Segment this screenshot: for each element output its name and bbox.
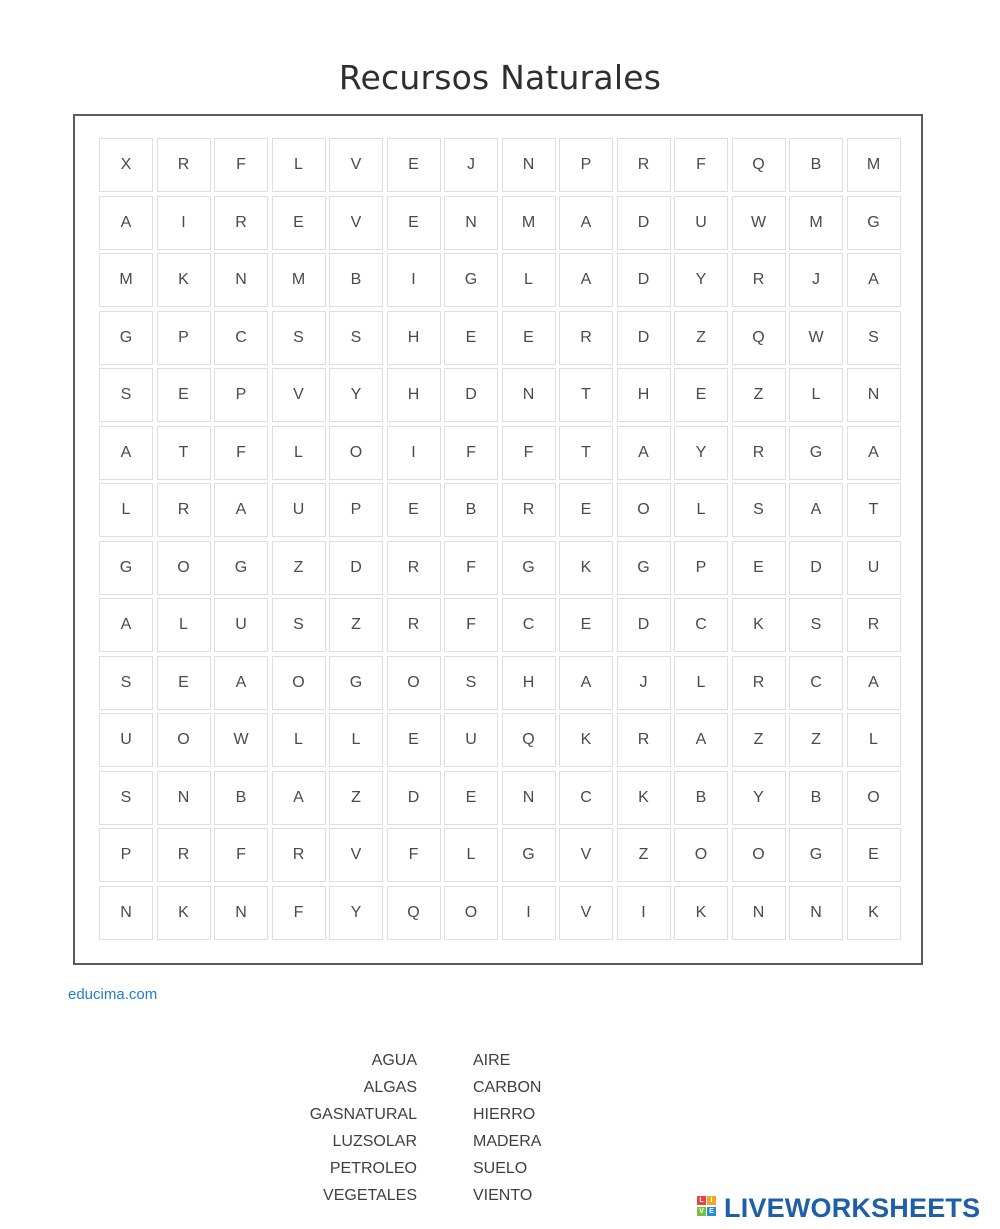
grid-cell[interactable]: S <box>99 368 153 422</box>
grid-cell[interactable]: R <box>272 828 326 882</box>
grid-cell[interactable]: E <box>387 138 441 192</box>
grid-cell[interactable]: R <box>157 483 211 537</box>
grid-cell[interactable]: D <box>789 541 843 595</box>
grid-cell[interactable]: T <box>157 426 211 480</box>
brand-mark-letter: I <box>707 1196 716 1205</box>
grid-cell[interactable]: D <box>617 253 671 307</box>
grid-cell[interactable]: C <box>789 656 843 710</box>
word-list-left <box>250 1047 417 1209</box>
grid-cell[interactable]: F <box>214 138 268 192</box>
grid-cell[interactable]: T <box>559 426 613 480</box>
grid-cell[interactable]: D <box>617 311 671 365</box>
grid-cell[interactable]: N <box>502 368 556 422</box>
grid-cell[interactable]: Z <box>272 541 326 595</box>
grid-cell[interactable]: L <box>99 483 153 537</box>
grid-cell[interactable]: E <box>157 656 211 710</box>
grid-cell[interactable]: A <box>559 253 613 307</box>
grid-cell[interactable]: B <box>789 771 843 825</box>
grid-cell[interactable]: D <box>617 598 671 652</box>
grid-cell[interactable]: I <box>157 196 211 250</box>
grid-cell[interactable]: Y <box>674 253 728 307</box>
grid-cell[interactable]: E <box>387 483 441 537</box>
letter-grid[interactable] <box>99 138 901 940</box>
grid-cell[interactable]: T <box>559 368 613 422</box>
grid-cell[interactable]: N <box>847 368 901 422</box>
puzzle-frame <box>73 114 923 965</box>
word-item: VEGETALES <box>323 1187 417 1204</box>
grid-cell[interactable]: D <box>444 368 498 422</box>
grid-cell[interactable]: M <box>502 196 556 250</box>
grid-cell[interactable]: Y <box>329 886 383 940</box>
grid-cell[interactable]: R <box>559 311 613 365</box>
word-list-right <box>473 1047 673 1209</box>
grid-cell[interactable]: R <box>732 426 786 480</box>
grid-cell[interactable]: C <box>502 598 556 652</box>
grid-cell[interactable]: G <box>789 426 843 480</box>
grid-cell[interactable]: N <box>157 771 211 825</box>
grid-cell[interactable]: B <box>329 253 383 307</box>
grid-cell[interactable]: R <box>387 598 441 652</box>
grid-cell[interactable]: G <box>329 656 383 710</box>
grid-cell[interactable]: O <box>157 541 211 595</box>
grid-cell[interactable]: K <box>157 886 211 940</box>
grid-cell[interactable]: G <box>502 828 556 882</box>
grid-cell[interactable]: G <box>502 541 556 595</box>
grid-cell[interactable]: R <box>732 656 786 710</box>
grid-cell[interactable]: A <box>847 656 901 710</box>
grid-cell[interactable]: Z <box>732 713 786 767</box>
grid-cell[interactable]: S <box>99 656 153 710</box>
grid-cell[interactable]: F <box>444 426 498 480</box>
word-item: MADERA <box>473 1133 542 1150</box>
grid-cell[interactable]: G <box>99 541 153 595</box>
grid-cell[interactable]: I <box>502 886 556 940</box>
grid-cell[interactable]: Y <box>674 426 728 480</box>
grid-cell[interactable]: U <box>99 713 153 767</box>
grid-cell[interactable]: R <box>387 541 441 595</box>
grid-cell[interactable]: A <box>99 598 153 652</box>
grid-cell[interactable]: R <box>847 598 901 652</box>
grid-cell[interactable]: A <box>214 483 268 537</box>
grid-cell[interactable]: L <box>329 713 383 767</box>
grid-cell[interactable]: Q <box>387 886 441 940</box>
grid-cell[interactable]: V <box>329 828 383 882</box>
grid-cell[interactable]: J <box>444 138 498 192</box>
grid-cell[interactable]: U <box>674 196 728 250</box>
word-item: ALGAS <box>363 1079 417 1096</box>
grid-cell[interactable]: Z <box>329 771 383 825</box>
grid-cell[interactable]: M <box>99 253 153 307</box>
grid-cell[interactable]: R <box>732 253 786 307</box>
grid-cell[interactable]: B <box>214 771 268 825</box>
grid-cell[interactable]: Z <box>732 368 786 422</box>
grid-cell[interactable]: G <box>214 541 268 595</box>
brand-mark-letter: V <box>697 1207 706 1216</box>
grid-cell[interactable]: N <box>502 138 556 192</box>
grid-cell[interactable]: W <box>732 196 786 250</box>
grid-cell[interactable]: C <box>559 771 613 825</box>
grid-cell[interactable]: K <box>559 713 613 767</box>
grid-cell[interactable]: O <box>272 656 326 710</box>
grid-cell[interactable]: A <box>272 771 326 825</box>
grid-cell[interactable]: E <box>732 541 786 595</box>
grid-cell[interactable]: A <box>99 426 153 480</box>
grid-cell[interactable]: U <box>847 541 901 595</box>
grid-cell[interactable]: R <box>617 138 671 192</box>
grid-cell[interactable]: O <box>847 771 901 825</box>
grid-cell[interactable]: K <box>617 771 671 825</box>
grid-cell[interactable]: S <box>847 311 901 365</box>
grid-cell[interactable]: P <box>99 828 153 882</box>
grid-cell[interactable]: S <box>789 598 843 652</box>
grid-cell[interactable]: L <box>272 426 326 480</box>
grid-cell[interactable]: A <box>559 196 613 250</box>
grid-cell[interactable]: Z <box>329 598 383 652</box>
grid-cell[interactable]: L <box>674 483 728 537</box>
grid-cell[interactable]: Z <box>674 311 728 365</box>
grid-cell[interactable]: P <box>559 138 613 192</box>
grid-cell[interactable]: L <box>674 656 728 710</box>
word-item: PETROLEO <box>329 1160 417 1177</box>
grid-cell[interactable]: Y <box>732 771 786 825</box>
brand-mark-letter: L <box>697 1196 706 1205</box>
grid-cell[interactable]: Z <box>617 828 671 882</box>
grid-cell[interactable]: S <box>444 656 498 710</box>
grid-cell[interactable]: G <box>617 541 671 595</box>
grid-cell[interactable]: L <box>272 138 326 192</box>
grid-cell[interactable]: B <box>789 138 843 192</box>
word-item: GASNATURAL <box>309 1106 417 1123</box>
word-item: AIRE <box>473 1052 511 1069</box>
source-link[interactable]: educima.com <box>68 986 158 1003</box>
grid-cell[interactable]: Q <box>732 311 786 365</box>
grid-cell[interactable]: K <box>559 541 613 595</box>
grid-cell[interactable]: J <box>617 656 671 710</box>
grid-cell[interactable]: G <box>99 311 153 365</box>
grid-cell[interactable]: F <box>444 541 498 595</box>
grid-cell[interactable]: L <box>272 713 326 767</box>
brand-mark-letter: E <box>707 1207 716 1216</box>
grid-cell[interactable]: S <box>732 483 786 537</box>
grid-cell[interactable]: R <box>502 483 556 537</box>
word-item: VIENTO <box>473 1187 533 1204</box>
grid-cell[interactable]: S <box>99 771 153 825</box>
word-item: LUZSOLAR <box>332 1133 417 1150</box>
grid-cell[interactable]: A <box>617 426 671 480</box>
grid-cell[interactable]: F <box>214 426 268 480</box>
grid-cell[interactable]: D <box>617 196 671 250</box>
grid-cell[interactable]: R <box>214 196 268 250</box>
grid-cell[interactable]: R <box>617 713 671 767</box>
grid-cell[interactable]: M <box>847 138 901 192</box>
grid-cell[interactable]: H <box>502 656 556 710</box>
grid-cell[interactable]: R <box>157 828 211 882</box>
grid-cell[interactable]: N <box>214 886 268 940</box>
grid-cell[interactable]: F <box>272 886 326 940</box>
grid-cell[interactable]: D <box>329 541 383 595</box>
grid-cell[interactable]: V <box>559 886 613 940</box>
grid-cell[interactable]: E <box>674 368 728 422</box>
grid-cell[interactable]: C <box>674 598 728 652</box>
grid-cell[interactable]: R <box>157 138 211 192</box>
word-item: SUELO <box>473 1160 528 1177</box>
grid-cell[interactable]: F <box>387 828 441 882</box>
grid-cell[interactable]: W <box>214 713 268 767</box>
grid-cell[interactable]: N <box>732 886 786 940</box>
grid-cell[interactable]: Q <box>502 713 556 767</box>
grid-cell[interactable]: G <box>789 828 843 882</box>
grid-cell[interactable]: O <box>387 656 441 710</box>
grid-cell[interactable]: O <box>617 483 671 537</box>
grid-cell[interactable]: E <box>847 828 901 882</box>
grid-cell[interactable]: L <box>157 598 211 652</box>
grid-cell[interactable]: N <box>214 253 268 307</box>
grid-cell[interactable]: K <box>157 253 211 307</box>
grid-cell[interactable]: Q <box>732 138 786 192</box>
grid-cell[interactable]: L <box>444 828 498 882</box>
grid-cell[interactable]: N <box>502 771 556 825</box>
grid-cell[interactable]: E <box>444 771 498 825</box>
grid-cell[interactable]: W <box>789 311 843 365</box>
grid-cell[interactable]: F <box>214 828 268 882</box>
grid-cell[interactable]: P <box>329 483 383 537</box>
grid-cell[interactable]: P <box>157 311 211 365</box>
grid-cell[interactable]: P <box>674 541 728 595</box>
grid-cell[interactable]: A <box>674 713 728 767</box>
grid-cell[interactable]: M <box>789 196 843 250</box>
grid-cell[interactable]: H <box>387 311 441 365</box>
grid-cell[interactable]: V <box>559 828 613 882</box>
grid-cell[interactable]: E <box>387 196 441 250</box>
grid-cell[interactable]: A <box>214 656 268 710</box>
grid-cell[interactable]: P <box>214 368 268 422</box>
grid-cell[interactable]: S <box>329 311 383 365</box>
grid-cell[interactable]: K <box>674 886 728 940</box>
grid-cell[interactable]: D <box>387 771 441 825</box>
grid-cell[interactable]: A <box>847 253 901 307</box>
word-item: CARBON <box>473 1079 542 1096</box>
word-item: AGUA <box>371 1052 417 1069</box>
word-item: HIERRO <box>473 1106 536 1123</box>
liveworksheets-logo[interactable] <box>697 1191 980 1225</box>
grid-cell[interactable]: E <box>444 311 498 365</box>
grid-cell[interactable]: S <box>272 311 326 365</box>
grid-cell[interactable]: A <box>559 656 613 710</box>
grid-cell[interactable]: O <box>329 426 383 480</box>
grid-cell[interactable]: B <box>444 483 498 537</box>
grid-cell[interactable]: U <box>272 483 326 537</box>
grid-cell[interactable]: A <box>847 426 901 480</box>
grid-cell[interactable]: U <box>444 713 498 767</box>
grid-cell[interactable]: Z <box>789 713 843 767</box>
grid-cell[interactable]: K <box>847 886 901 940</box>
grid-cell[interactable]: V <box>329 196 383 250</box>
grid-cell[interactable]: L <box>847 713 901 767</box>
brand-text: LIVEWORKSHEETS <box>724 1192 981 1223</box>
grid-cell[interactable]: N <box>789 886 843 940</box>
grid-cell[interactable]: A <box>789 483 843 537</box>
grid-cell[interactable]: L <box>502 253 556 307</box>
grid-cell[interactable]: B <box>674 771 728 825</box>
grid-cell[interactable]: E <box>502 311 556 365</box>
grid-cell[interactable]: E <box>272 196 326 250</box>
grid-cell[interactable]: O <box>732 828 786 882</box>
grid-cell[interactable]: U <box>214 598 268 652</box>
grid-cell[interactable]: H <box>617 368 671 422</box>
grid-cell[interactable]: M <box>272 253 326 307</box>
grid-cell[interactable]: E <box>157 368 211 422</box>
grid-cell[interactable]: N <box>444 196 498 250</box>
grid-cell[interactable]: H <box>387 368 441 422</box>
grid-cell[interactable]: Y <box>329 368 383 422</box>
grid-cell[interactable]: I <box>617 886 671 940</box>
grid-cell[interactable]: V <box>272 368 326 422</box>
grid-cell[interactable]: A <box>99 196 153 250</box>
grid-cell[interactable]: O <box>157 713 211 767</box>
brand-mark-icon <box>697 1194 721 1222</box>
grid-cell[interactable]: L <box>789 368 843 422</box>
grid-cell[interactable]: N <box>99 886 153 940</box>
grid-cell[interactable]: V <box>329 138 383 192</box>
grid-cell[interactable]: C <box>214 311 268 365</box>
grid-cell[interactable]: E <box>387 713 441 767</box>
grid-cell[interactable]: E <box>559 483 613 537</box>
grid-cell[interactable]: I <box>387 253 441 307</box>
grid-cell[interactable]: O <box>674 828 728 882</box>
grid-cell[interactable]: O <box>444 886 498 940</box>
grid-cell[interactable]: F <box>444 598 498 652</box>
grid-cell[interactable]: F <box>674 138 728 192</box>
grid-cell[interactable]: E <box>559 598 613 652</box>
grid-cell[interactable]: G <box>444 253 498 307</box>
grid-cell[interactable]: T <box>847 483 901 537</box>
grid-cell[interactable]: J <box>789 253 843 307</box>
grid-cell[interactable]: S <box>272 598 326 652</box>
grid-cell[interactable]: K <box>732 598 786 652</box>
grid-cell[interactable]: I <box>387 426 441 480</box>
grid-cell[interactable]: X <box>99 138 153 192</box>
grid-cell[interactable]: F <box>502 426 556 480</box>
page-title: Recursos Naturales <box>338 58 662 97</box>
grid-cell[interactable]: G <box>847 196 901 250</box>
